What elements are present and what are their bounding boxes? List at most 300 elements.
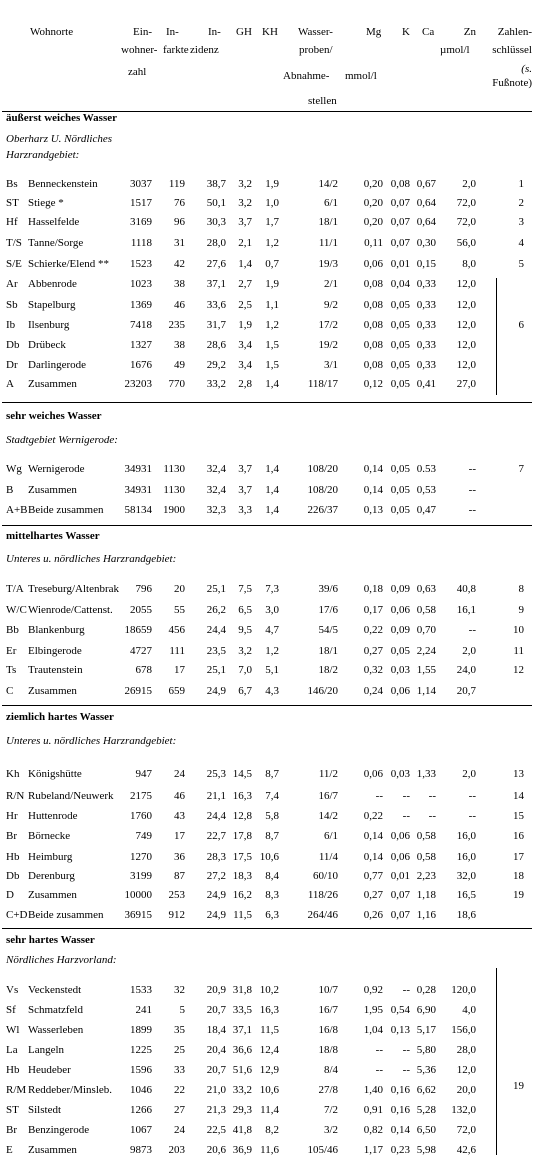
cell-k: --: [402, 984, 410, 996]
cell-k: 0,07: [390, 909, 410, 921]
cell-abbreviation: T/A: [6, 583, 24, 595]
cell-k: 0,05: [390, 645, 410, 657]
cell-inz: 20,4: [206, 1044, 226, 1056]
cell-gh: 17,8: [232, 830, 252, 842]
cell-mg: 0,14: [363, 851, 383, 863]
table-row: [0, 867, 536, 886]
cell-ew: 23203: [124, 378, 152, 390]
cell-inf: 20: [174, 583, 185, 595]
cell-place-name: Zusammen: [28, 1144, 77, 1156]
cell-mg: 0,08: [363, 339, 383, 351]
table-row: [0, 981, 536, 1000]
cell-wp: 108/20: [307, 463, 338, 475]
cell-mg: 0,82: [363, 1124, 383, 1136]
cell-k: 0,06: [390, 604, 410, 616]
cell-kh: 3,0: [265, 604, 279, 616]
cell-inf: 912: [168, 909, 185, 921]
cell-key-number: 6: [518, 319, 524, 331]
cell-wp: 7/2: [323, 1104, 338, 1116]
cell-ca: 1,55: [416, 664, 436, 676]
cell-ca: 5,17: [416, 1024, 436, 1036]
cell-mg: 0,92: [363, 984, 383, 996]
cell-gh: 3,2: [238, 178, 252, 190]
cell-k: 0,05: [390, 299, 410, 311]
cell-ca: 0,15: [416, 258, 436, 270]
cell-inz: 26,2: [206, 604, 226, 616]
cell-ew: 3037: [130, 178, 152, 190]
cell-zn: 8,0: [462, 258, 476, 270]
cell-inz: 20,6: [206, 1144, 226, 1156]
cell-zn: 16,5: [456, 889, 476, 901]
table-row: [0, 765, 536, 784]
cell-gh: 12,8: [232, 810, 252, 822]
cell-k: 0,07: [390, 889, 410, 901]
cell-kh: 11,5: [260, 1024, 279, 1036]
cell-inf: 35: [174, 1024, 185, 1036]
cell-zn: 56,0: [456, 237, 476, 249]
cell-key-number: 19: [513, 1080, 524, 1092]
cell-mg: 0,27: [363, 645, 383, 657]
cell-k: 0,04: [390, 278, 410, 290]
cell-ew: 796: [135, 583, 152, 595]
table-row: [0, 827, 536, 846]
cell-ca: 6,50: [416, 1124, 436, 1136]
cell-inz: 25,1: [206, 664, 226, 676]
cell-ca: 6,90: [416, 1004, 436, 1016]
table-row: [0, 1101, 536, 1120]
cell-place-name: Benneckenstein: [28, 178, 98, 190]
cell-ca: 0,28: [416, 984, 436, 996]
cell-k: 0,08: [390, 178, 410, 190]
cell-wp: 18/2: [318, 664, 338, 676]
cell-wp: 14/2: [318, 178, 338, 190]
cell-wp: 11/1: [318, 237, 338, 249]
cell-k: 0,05: [390, 359, 410, 371]
cell-k: 0,05: [390, 378, 410, 390]
cell-zn: 20,0: [456, 1084, 476, 1096]
cell-ew: 36915: [124, 909, 152, 921]
cell-zn: 120,0: [451, 984, 476, 996]
cell-gh: 18,3: [232, 870, 252, 882]
cell-gh: 41,8: [232, 1124, 252, 1136]
cell-ca: 6,62: [416, 1084, 436, 1096]
cell-mg: 0,18: [363, 583, 383, 595]
section-title: ziemlich hartes Wasser: [6, 711, 114, 723]
table-row: [0, 807, 536, 826]
header-inzidenz-2: zidenz: [190, 44, 219, 56]
section-title: mittelhartes Wasser: [6, 530, 100, 542]
cell-wp: 18/1: [318, 645, 338, 657]
cell-ew: 34931: [124, 463, 152, 475]
cell-zn: 4,0: [462, 1004, 476, 1016]
cell-inf: 5: [179, 1004, 185, 1016]
cell-abbreviation: Bs: [6, 178, 18, 190]
cell-gh: 31,8: [232, 984, 252, 996]
section-title: äußerst weiches Wasser: [6, 112, 118, 124]
cell-wp: 19/2: [318, 339, 338, 351]
cell-k: --: [402, 790, 410, 802]
cell-mg: 0,32: [363, 664, 383, 676]
cell-k: 0,07: [390, 216, 410, 228]
cell-ew: 241: [135, 1004, 152, 1016]
cell-place-name: Drübeck: [28, 339, 66, 351]
cell-key-number: 12: [513, 664, 524, 676]
cell-ew: 1046: [130, 1084, 152, 1096]
cell-ca: --: [428, 790, 436, 802]
cell-inf: 31: [174, 237, 185, 249]
cell-ca: 2,24: [416, 645, 436, 657]
cell-kh: 12,4: [259, 1044, 279, 1056]
cell-k: --: [402, 810, 410, 822]
cell-wp: 60/10: [312, 870, 338, 882]
cell-place-name: Hasselfelde: [28, 216, 80, 228]
cell-ew: 34931: [124, 484, 152, 496]
cell-ew: 3169: [130, 216, 152, 228]
cell-abbreviation: Kh: [6, 768, 20, 780]
cell-abbreviation: Wl: [6, 1024, 20, 1036]
cell-place-name: Ilsenburg: [28, 319, 70, 331]
cell-gh: 3,4: [238, 339, 252, 351]
cell-mg: 1,40: [363, 1084, 383, 1096]
cell-inz: 20,7: [206, 1004, 226, 1016]
cell-inz: 18,4: [206, 1024, 226, 1036]
cell-zn: 16,0: [456, 830, 476, 842]
cell-inf: 1130: [163, 484, 185, 496]
table-row: [0, 1061, 536, 1080]
cell-abbreviation: W/C: [6, 604, 27, 616]
cell-ew: 678: [135, 664, 152, 676]
cell-key-number: 5: [518, 258, 524, 270]
header-wohnorte: Wohnorte: [30, 26, 74, 38]
header-gh: GH: [236, 26, 252, 38]
cell-zn: 32,0: [456, 870, 476, 882]
cell-ca: 0,33: [416, 339, 436, 351]
cell-key-number: 2: [518, 197, 524, 209]
cell-abbreviation: E: [6, 1144, 13, 1156]
cell-gh: 36,9: [232, 1144, 252, 1156]
cell-gh: 3,2: [238, 645, 252, 657]
cell-ca: 1,33: [416, 768, 436, 780]
cell-zn: --: [468, 810, 476, 822]
cell-inz: 32,4: [206, 463, 226, 475]
cell-place-name: Zusammen: [28, 685, 77, 697]
cell-gh: 36,6: [232, 1044, 252, 1056]
header-wasser-1: Wasser-: [298, 26, 333, 38]
table-row: [0, 682, 536, 701]
cell-zn: 27,0: [456, 378, 476, 390]
cell-wp: 118/26: [307, 889, 338, 901]
table-row: [0, 356, 536, 375]
table-row: [0, 316, 536, 335]
cell-ew: 1023: [130, 278, 152, 290]
cell-k: 0,09: [390, 624, 410, 636]
cell-zn: --: [468, 790, 476, 802]
cell-kh: 5,1: [265, 664, 279, 676]
cell-ca: 0,58: [416, 830, 436, 842]
table-row: [0, 460, 536, 479]
cell-abbreviation: Hr: [6, 810, 18, 822]
cell-kh: 1,0: [265, 197, 279, 209]
cell-inz: 32,4: [206, 484, 226, 496]
cell-kh: 8,3: [265, 889, 279, 901]
cell-kh: 7,4: [265, 790, 279, 802]
cell-gh: 2,8: [238, 378, 252, 390]
header-k: K: [402, 26, 410, 38]
cell-inz: 25,1: [206, 583, 226, 595]
cell-gh: 17,5: [232, 851, 252, 863]
cell-ca: 0,58: [416, 604, 436, 616]
cell-ew: 1327: [130, 339, 152, 351]
cell-key-number: 11: [513, 645, 524, 657]
cell-ca: 1,14: [416, 685, 436, 697]
cell-key-number: 14: [513, 790, 524, 802]
cell-inz: 38,7: [206, 178, 226, 190]
cell-place-name: Börnecke: [28, 830, 71, 842]
cell-abbreviation: C: [6, 685, 14, 697]
cell-zn: 2,0: [462, 768, 476, 780]
cell-abbreviation: Db: [6, 339, 20, 351]
cell-mg: 0,11: [364, 237, 383, 249]
cell-ca: 0,53: [416, 484, 436, 496]
cell-k: 0,05: [390, 339, 410, 351]
cell-wp: 11/2: [318, 768, 338, 780]
cell-inf: 17: [174, 830, 185, 842]
cell-zn: 12,0: [456, 359, 476, 371]
cell-abbreviation: Hb: [6, 1064, 20, 1076]
cell-mg: 0,17: [363, 604, 383, 616]
cell-zn: 12,0: [456, 299, 476, 311]
section-title: sehr hartes Wasser: [6, 934, 95, 946]
section-subtitle: Unteres u. nördliches Harzrandgebiet:: [6, 735, 177, 747]
cell-ew: 1369: [130, 299, 152, 311]
cell-abbreviation: ST: [6, 197, 19, 209]
header-infarkte-1: In-: [166, 26, 179, 38]
table-row: [0, 501, 536, 520]
cell-zn: 132,0: [451, 1104, 476, 1116]
cell-inz: 24,9: [206, 909, 226, 921]
cell-zn: --: [468, 463, 476, 475]
cell-wp: 39/6: [318, 583, 338, 595]
cell-k: 0,03: [390, 664, 410, 676]
cell-abbreviation: R/M: [6, 1084, 27, 1096]
cell-k: 0,03: [390, 768, 410, 780]
cell-abbreviation: Ts: [6, 664, 17, 676]
cell-inf: 38: [174, 278, 185, 290]
cell-place-name: Elbingerode: [28, 645, 82, 657]
cell-ew: 4727: [130, 645, 152, 657]
cell-key-number: 1: [518, 178, 524, 190]
cell-mg: 1,04: [363, 1024, 383, 1036]
cell-key-number: 19: [513, 889, 524, 901]
cell-abbreviation: A: [6, 378, 14, 390]
cell-place-name: Königshütte: [28, 768, 82, 780]
cell-abbreviation: C+D: [6, 909, 28, 921]
cell-place-name: Huttenrode: [28, 810, 78, 822]
cell-mg: --: [375, 1044, 383, 1056]
cell-wp: 2/1: [323, 278, 338, 290]
cell-inf: 1900: [163, 504, 185, 516]
cell-gh: 2,1: [238, 237, 252, 249]
cell-k: 0,06: [390, 685, 410, 697]
cell-inf: 32: [174, 984, 185, 996]
cell-mg: 0,12: [363, 378, 383, 390]
cell-inf: 253: [168, 889, 185, 901]
cell-kh: 1,7: [265, 216, 279, 228]
cell-k: 0,14: [390, 1124, 410, 1136]
cell-zn: 28,0: [456, 1044, 476, 1056]
cell-mg: 0,26: [363, 909, 383, 921]
cell-zn: --: [468, 624, 476, 636]
table-row: [0, 642, 536, 661]
cell-gh: 37,1: [232, 1024, 252, 1036]
cell-ca: 0,64: [416, 197, 436, 209]
cell-wp: 19/3: [318, 258, 338, 270]
cell-ew: 1899: [130, 1024, 152, 1036]
cell-place-name: Langeln: [28, 1044, 65, 1056]
cell-kh: 1,4: [265, 378, 279, 390]
cell-abbreviation: Wg: [6, 463, 22, 475]
cell-inf: 96: [174, 216, 185, 228]
cell-k: 0,05: [390, 463, 410, 475]
cell-mg: 0,08: [363, 278, 383, 290]
cell-inf: 38: [174, 339, 185, 351]
cell-kh: 5,8: [265, 810, 279, 822]
cell-key-number: 13: [513, 768, 524, 780]
cell-wp: 16/7: [318, 790, 338, 802]
cell-key-number: 18: [513, 870, 524, 882]
cell-gh: 33,5: [232, 1004, 252, 1016]
cell-kh: 1,2: [265, 237, 279, 249]
cell-inz: 21,0: [206, 1084, 226, 1096]
cell-ca: 0,64: [416, 216, 436, 228]
table-row: [0, 336, 536, 355]
cell-zn: 24,0: [456, 664, 476, 676]
cell-kh: 1,2: [265, 645, 279, 657]
cell-abbreviation: La: [6, 1044, 18, 1056]
cell-gh: 1,4: [238, 258, 252, 270]
cell-zn: 12,0: [456, 339, 476, 351]
header-mg: Mg: [366, 26, 382, 38]
cell-inf: 17: [174, 664, 185, 676]
cell-ca: 0,67: [416, 178, 436, 190]
cell-abbreviation: A+B: [6, 504, 28, 516]
cell-mg: 0,24: [363, 685, 383, 697]
cell-ew: 1270: [130, 851, 152, 863]
cell-gh: 29,3: [232, 1104, 252, 1116]
section-subtitle: Stadtgebiet Wernigerode:: [6, 434, 118, 446]
cell-mg: 0,08: [363, 319, 383, 331]
cell-zn: --: [468, 504, 476, 516]
cell-abbreviation: R/N: [6, 790, 25, 802]
cell-abbreviation: Ib: [6, 319, 16, 331]
cell-wp: 6/1: [323, 197, 338, 209]
cell-ew: 26915: [124, 685, 152, 697]
table-header: [0, 0, 536, 112]
cell-ew: 1118: [130, 237, 152, 249]
cell-k: 0,54: [390, 1004, 410, 1016]
cell-ew: 1760: [130, 810, 152, 822]
cell-inz: 28,6: [206, 339, 226, 351]
cell-wp: 16/7: [318, 1004, 338, 1016]
cell-inz: 20,7: [206, 1064, 226, 1076]
cell-inz: 23,5: [206, 645, 226, 657]
cell-key-number: 3: [518, 216, 524, 228]
cell-inf: 203: [168, 1144, 185, 1156]
section-rule: [2, 525, 532, 526]
cell-ew: 7418: [130, 319, 152, 331]
cell-k: 0,23: [390, 1144, 410, 1156]
cell-ca: 0,41: [416, 378, 436, 390]
cell-kh: 1,1: [265, 299, 279, 311]
cell-k: 0,05: [390, 504, 410, 516]
cell-k: 0,06: [390, 851, 410, 863]
cell-abbreviation: B: [6, 484, 14, 496]
cell-ca: 0,70: [416, 624, 436, 636]
table-row: [0, 1121, 536, 1140]
cell-place-name: Stiege *: [28, 197, 64, 209]
cell-k: 0,07: [390, 237, 410, 249]
cell-mg: 1,95: [363, 1004, 383, 1016]
cell-place-name: Beide zusammen: [28, 909, 104, 921]
cell-ca: 0,33: [416, 319, 436, 331]
table-row: [0, 213, 536, 232]
cell-ew: 1596: [130, 1064, 152, 1076]
cell-abbreviation: Bb: [6, 624, 19, 636]
table-row: [0, 1001, 536, 1020]
cell-inf: 87: [174, 870, 185, 882]
cell-ew: 947: [135, 768, 152, 780]
table-row: [0, 275, 536, 294]
header-schluessel-1: Zahlen-: [497, 26, 532, 38]
cell-ca: 1,18: [416, 889, 436, 901]
cell-mg: 0,14: [363, 484, 383, 496]
cell-kh: 1,5: [265, 339, 279, 351]
cell-key-number: 16: [513, 830, 524, 842]
header-einwohner-1: Ein-: [133, 26, 152, 38]
cell-abbreviation: Br: [6, 1124, 17, 1136]
cell-k: 0,01: [390, 258, 410, 270]
cell-kh: 8,2: [265, 1124, 279, 1136]
cell-inz: 25,3: [206, 768, 226, 780]
cell-ca: 0.53: [416, 463, 436, 475]
cell-zn: 2,0: [462, 645, 476, 657]
cell-ca: 0,33: [416, 299, 436, 311]
cell-k: 0,16: [390, 1104, 410, 1116]
cell-inz: 27,6: [206, 258, 226, 270]
cell-gh: 51,6: [232, 1064, 252, 1076]
cell-place-name: Rubeland/Neuwerk: [28, 790, 114, 802]
cell-wp: 18/8: [318, 1044, 338, 1056]
cell-kh: 1,9: [265, 178, 279, 190]
cell-mg: 0,14: [363, 463, 383, 475]
cell-ew: 1533: [130, 984, 152, 996]
cell-inz: 21,1: [206, 790, 226, 802]
cell-gh: 16,2: [232, 889, 252, 901]
cell-inf: 659: [168, 685, 185, 697]
cell-inf: 770: [168, 378, 185, 390]
section-rule: [2, 705, 532, 706]
section-rule: [2, 928, 532, 929]
cell-gh: 9,5: [238, 624, 252, 636]
cell-abbreviation: D: [6, 889, 14, 901]
cell-abbreviation: ST: [6, 1104, 19, 1116]
cell-inf: 235: [168, 319, 185, 331]
cell-wp: 8/4: [323, 1064, 338, 1076]
cell-place-name: Benzingerode: [28, 1124, 90, 1136]
cell-inz: 22,7: [206, 830, 226, 842]
table-row: [0, 255, 536, 274]
cell-gh: 2,7: [238, 278, 252, 290]
